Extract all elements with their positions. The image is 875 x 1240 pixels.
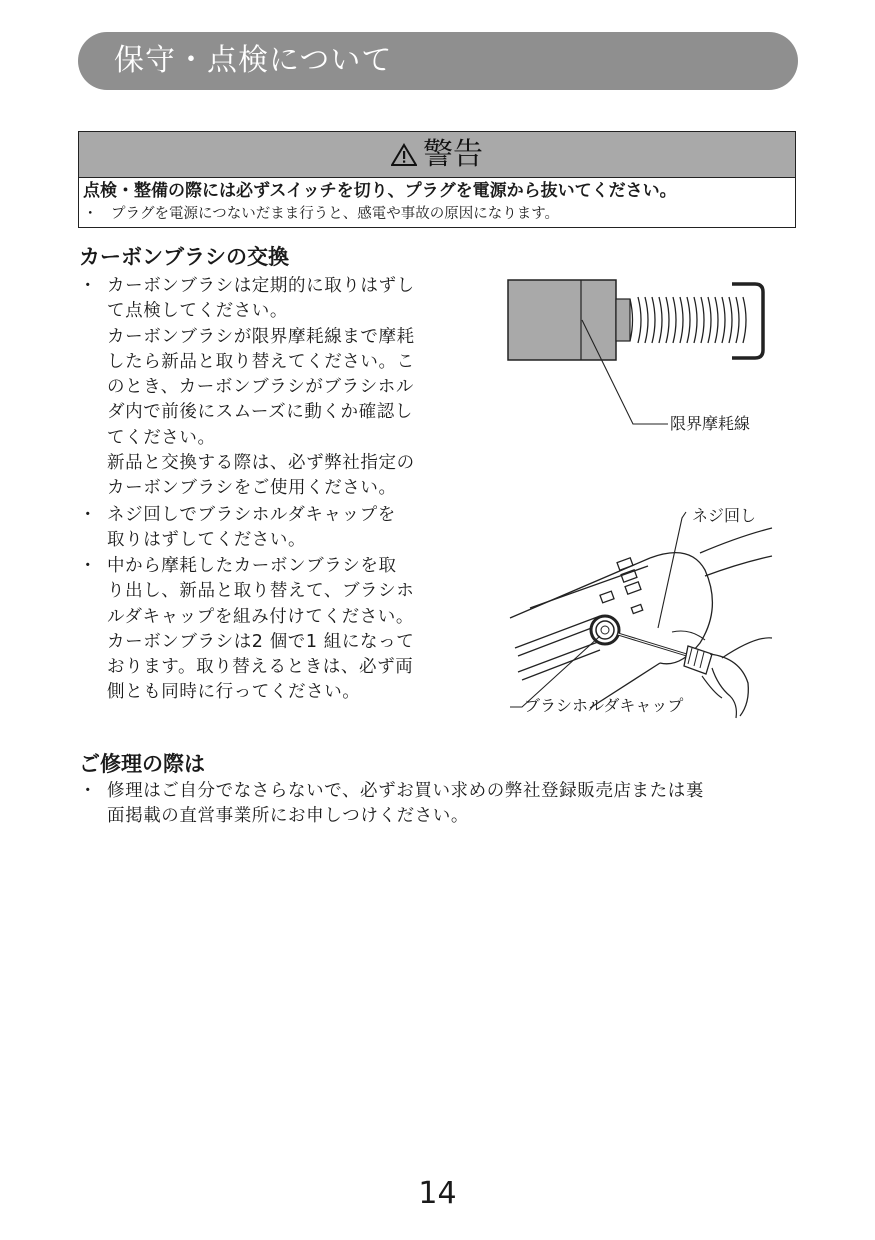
text-line: てください。: [107, 427, 216, 448]
bullet-mark: ・: [79, 276, 98, 296]
text-line: のとき、カーボンブラシがブラシホル: [107, 377, 414, 398]
text-line: カーボンブラシは定期的に取りはずし: [107, 276, 415, 296]
bullet-mark: ・: [79, 781, 98, 801]
text-line: 取りはずしてください。: [107, 530, 307, 551]
page-number: 14: [418, 1176, 457, 1211]
warning-triangle-icon: [391, 143, 417, 167]
text-line: 側とも同時に行ってください。: [107, 682, 361, 703]
section-header: [78, 32, 798, 90]
brush-holder-diagram: [500, 508, 775, 723]
bullet-mark: ・: [83, 206, 98, 222]
screwdriver-label: ネジ回し: [692, 506, 757, 525]
warning-header: [79, 132, 795, 178]
text-line: ダ内で前後にスムーズに動くか確認し: [107, 402, 413, 423]
warning-sub-body: プラグを電源につないだまま行うと、感電や事故の原因になります。: [111, 206, 560, 222]
text-line: 修理はご自分でなさらないで、必ずお買い求めの弊社登録販売店または裏: [107, 781, 704, 801]
text-line: り出し、新品と取り替えて、ブラシホ: [107, 581, 415, 602]
carbon-section-title: カーボンブラシの交換: [79, 245, 289, 269]
wear-line-label: 限界摩耗線: [670, 414, 751, 433]
warning-main-text: 点検・整備の際には必ずスイッチを切り、プラグを電源から抜いてください。: [83, 181, 677, 201]
text-line: ネジ回しでブラシホルダキャップを: [107, 505, 396, 525]
text-line: 面掲載の直営事業所にお申しつけください。: [107, 806, 469, 827]
carbon-bullet-3: [79, 554, 479, 706]
bullet-mark: ・: [79, 556, 98, 576]
warning-sub-text: [83, 204, 559, 224]
text-line: カーボンブラシをご使用ください。: [107, 478, 397, 499]
carbon-bullet-2: [79, 503, 479, 554]
warning-box: [78, 131, 796, 228]
text-line: カーボンブラシが限界摩耗線まで摩耗: [107, 326, 415, 347]
text-line: 新品と交換する際は、必ず弊社指定の: [107, 453, 415, 474]
brush-holder-cap-label: ブラシホルダキャップ: [524, 696, 684, 715]
text-line: ルダキャップを組み付けてください。: [107, 606, 414, 627]
bullet-mark: ・: [79, 505, 98, 525]
repair-section-title: ご修理の際は: [79, 752, 205, 776]
text-line: したら新品と取り替えてください。こ: [107, 351, 415, 372]
text-line: て点検してください。: [107, 301, 288, 322]
text-line: カーボンブラシは2 個で1 組になって: [107, 631, 415, 652]
warning-heading: 警告: [423, 136, 483, 172]
repair-bullet: [79, 779, 809, 830]
text-line: 中から摩耗したカーボンブラシを取: [107, 556, 397, 576]
carbon-bullet-1: [79, 274, 479, 502]
page-title: 保守・点検について: [114, 43, 393, 78]
text-line: おります。取り替えるときは、必ず両: [107, 657, 414, 678]
